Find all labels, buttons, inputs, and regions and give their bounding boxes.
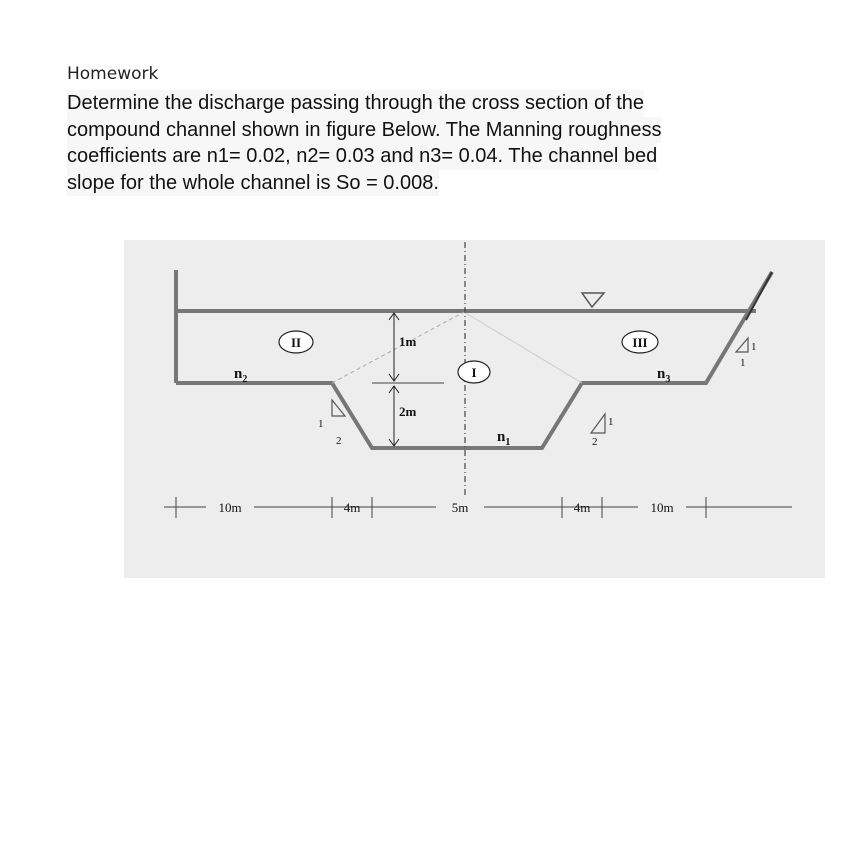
problem-line-1: Determine the discharge passing through the cross section of the [67,90,644,117]
right-slope-triangle [591,414,605,433]
roughness-n1: $n_1$ [497,429,511,448]
bank-slope-triangle [736,338,748,352]
left-slope-rise: 1 [318,418,324,430]
depth-label-upper: 1m [399,334,417,349]
channel-figure [124,240,825,578]
channel-bed-profile [176,272,772,448]
region-label-i: I [471,365,477,380]
width-label-left-slope: 4m [343,500,361,515]
right-slope-run: 2 [592,436,598,448]
problem-statement [67,90,797,196]
roughness-n3: $n_3$ [657,366,671,385]
width-label-right-slope: 4m [573,500,591,515]
homework-label: Homework [67,64,159,84]
bank-slope-run: 1 [740,357,746,369]
water-surface-symbol [582,293,604,307]
problem-line-2: compound channel shown in figure Below. The Manning roughness [67,117,661,144]
width-label-right-floodplain: 10m [650,500,674,515]
roughness-n2: $n_2$ [234,366,248,385]
region-label-iii: III [632,335,648,350]
bank-slope-rise: 1 [751,341,757,353]
left-slope-run: 2 [336,435,342,447]
problem-line-3: coefficients are n1= 0.02, n2= 0.03 and n3= 0.04. The channel bed [67,143,657,170]
channel-diagram [124,240,825,578]
right-slope-rise: 1 [608,416,614,428]
problem-line-4: slope for the whole channel is So = 0.008. [67,170,439,197]
subdivision-dash-left [332,312,464,383]
region-label-ii: II [290,335,302,350]
width-label-main-bed: 5m [451,500,469,515]
width-label-left-floodplain: 10m [218,500,242,515]
right-bank-edge [746,272,772,320]
depth-label-lower: 2m [399,404,417,419]
